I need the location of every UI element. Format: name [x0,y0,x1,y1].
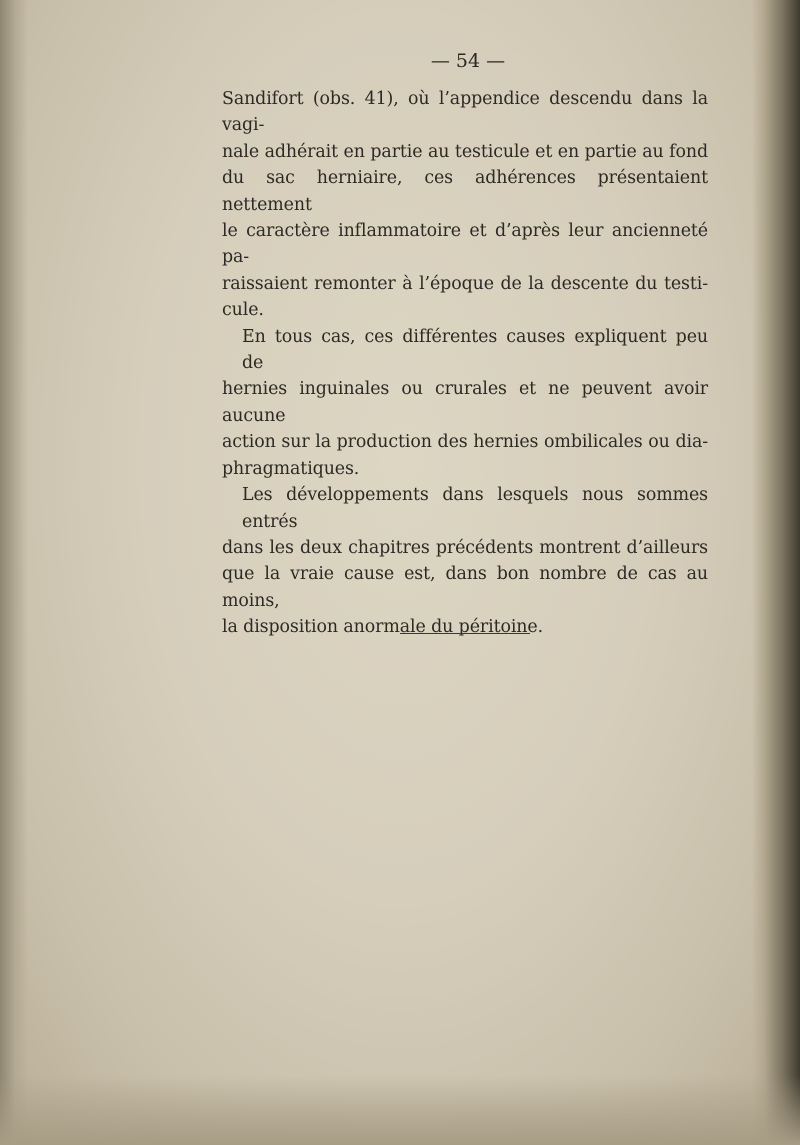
text-line-1: Sandifort (obs. 41), où l’appendice descendu dans la vagi- [222,89,708,136]
page-edge-right-shadow [752,0,800,1145]
text-line-11: Les développements dans lesquels nous sommes entrés [242,485,708,532]
text-line-10: phragmatiques. [222,458,360,479]
page-edge-left-shadow [0,0,28,1145]
page-edge-bottom-shadow [0,1075,800,1145]
body-text [222,86,708,641]
page-number: — 54 — [430,50,506,72]
text-line-8: hernies inguinales ou crurales et ne peuvent avoir aucune [222,379,708,426]
text-line-7: En tous cas, ces différentes causes expliquent peu de [242,326,708,374]
text-line-4: le caractère inflammatoire et d’après leur ancienneté pa- [222,221,708,268]
end-rule [400,633,530,634]
text-line-14: la disposition anormale du péritoine. [222,617,544,638]
text-line-3: du sac herniaire, ces adhérences présentaient nettement [222,168,708,215]
text-line-9: action sur la production des hernies ombilicales ou dia- [222,432,708,453]
text-line-6: cule. [222,300,264,321]
text-line-2: nale adhérait en partie au testicule et en partie au fond [222,141,708,162]
text-line-13: que la vraie cause est, dans bon nombre de cas au moins, [222,564,708,611]
text-line-12: dans les deux chapitres précédents montrent d’ailleurs [222,537,708,558]
text-line-5: raissaient remonter à l’époque de la descente du testi- [222,273,708,294]
